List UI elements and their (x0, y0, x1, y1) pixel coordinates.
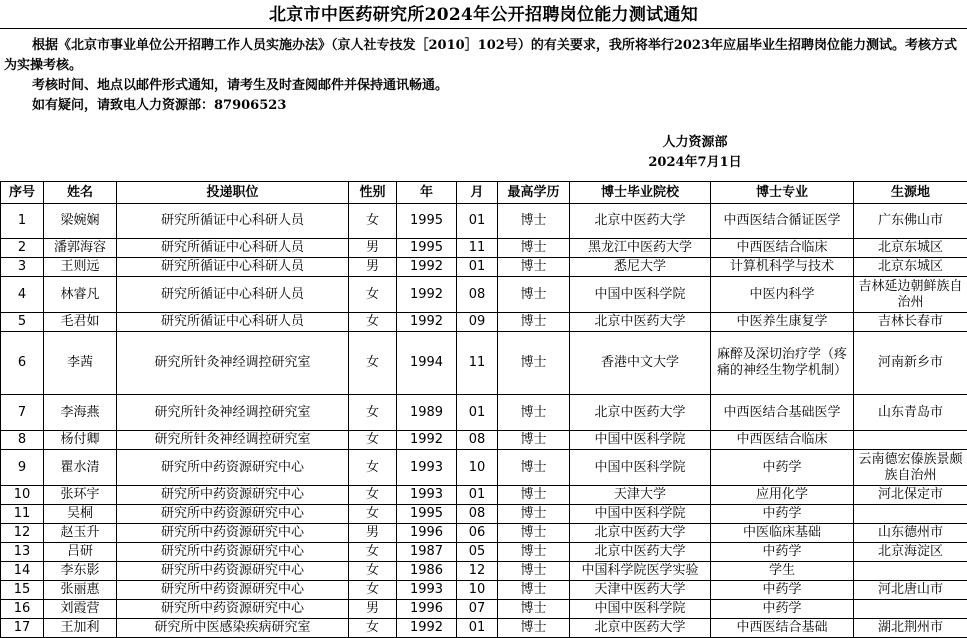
cell-month: 01 (457, 486, 498, 505)
cell-position: 研究所中医感染疾病研究室 (117, 619, 349, 638)
table-row (1, 239, 967, 258)
cell-seq: 2 (1, 239, 44, 258)
cell-year: 1993 (397, 581, 457, 600)
cell-origin: 山东德州市 (854, 524, 967, 543)
signature-dept: 人力资源部 (662, 135, 728, 150)
notice-paragraph-1: 根据《北京市事业单位公开招聘工作人员实施办法》（京人社专技发［2010］102号）的有关要求，我所将举行2023年应届毕业生招聘岗位能力测试。考核方式为实操考核。 (4, 38, 958, 73)
cell-major: 中药学 (711, 505, 854, 524)
table-row (1, 277, 967, 313)
cell-gender: 女 (349, 505, 397, 524)
cell-year: 1992 (397, 258, 457, 277)
table-row (1, 619, 967, 638)
cell-degree: 博士 (498, 239, 570, 258)
cell-degree: 博士 (498, 313, 570, 332)
cell-origin: 河北唐山市 (854, 581, 967, 600)
cell-degree: 博士 (498, 332, 570, 395)
cell-month: 10 (457, 450, 498, 486)
cell-degree: 博士 (498, 619, 570, 638)
table-row (1, 581, 967, 600)
cell-major: 中医内科学 (711, 277, 854, 313)
cell-school: 香港中文大学 (570, 332, 711, 395)
cell-name: 吴桐 (44, 505, 117, 524)
cell-position: 研究所中药资源研究中心 (117, 524, 349, 543)
cell-year: 1994 (397, 332, 457, 395)
cell-year: 1993 (397, 486, 457, 505)
header-origin: 生源地 (854, 182, 967, 204)
notice-paragraph-3: 如有疑问，请致电人力资源部：87906523 (32, 98, 287, 113)
cell-position: 研究所中药资源研究中心 (117, 486, 349, 505)
cell-position: 研究所循证中心科研人员 (117, 204, 349, 239)
cell-seq: 14 (1, 562, 44, 581)
cell-position: 研究所针灸神经调控研究室 (117, 431, 349, 450)
header-major: 博士专业 (711, 182, 854, 204)
cell-position: 研究所中药资源研究中心 (117, 581, 349, 600)
cell-origin (854, 600, 967, 619)
cell-position: 研究所循证中心科研人员 (117, 239, 349, 258)
header-seq: 序号 (1, 182, 44, 204)
cell-name: 梁婉娴 (44, 204, 117, 239)
cell-position: 研究所循证中心科研人员 (117, 258, 349, 277)
cell-seq: 4 (1, 277, 44, 313)
cell-seq: 10 (1, 486, 44, 505)
table-row (1, 395, 967, 431)
cell-major: 麻醉及深切治疗学（疼痛的神经生物学机制） (711, 332, 854, 395)
cell-name: 王加利 (44, 619, 117, 638)
cell-school: 中国中医科学院 (570, 277, 711, 313)
signature-block (600, 133, 790, 173)
cell-school: 中国中医科学院 (570, 450, 711, 486)
cell-major: 中药学 (711, 581, 854, 600)
header-school: 博士毕业院校 (570, 182, 711, 204)
cell-school: 北京中医药大学 (570, 204, 711, 239)
cell-name: 张环宇 (44, 486, 117, 505)
cell-gender: 女 (349, 277, 397, 313)
cell-origin: 吉林延边朝鲜族自治州 (854, 277, 967, 313)
cell-name: 吕研 (44, 543, 117, 562)
cell-month: 08 (457, 277, 498, 313)
table-row (1, 486, 967, 505)
table-row (1, 524, 967, 543)
cell-month: 01 (457, 204, 498, 239)
cell-month: 01 (457, 258, 498, 277)
cell-gender: 女 (349, 486, 397, 505)
cell-gender: 男 (349, 600, 397, 619)
cell-degree: 博士 (498, 431, 570, 450)
cell-major: 中西医结合临床 (711, 239, 854, 258)
cell-gender: 男 (349, 524, 397, 543)
cell-position: 研究所中药资源研究中心 (117, 543, 349, 562)
cell-name: 毛君如 (44, 313, 117, 332)
cell-name: 潘郭海容 (44, 239, 117, 258)
cell-major: 中药学 (711, 600, 854, 619)
cell-year: 1987 (397, 543, 457, 562)
cell-gender: 女 (349, 431, 397, 450)
cell-month: 01 (457, 619, 498, 638)
cell-year: 1996 (397, 600, 457, 619)
cell-origin (854, 562, 967, 581)
cell-gender: 女 (349, 395, 397, 431)
cell-year: 1989 (397, 395, 457, 431)
cell-month: 11 (457, 332, 498, 395)
cell-origin: 湖北荆州市 (854, 619, 967, 638)
cell-year: 1995 (397, 239, 457, 258)
cell-origin: 河北保定市 (854, 486, 967, 505)
cell-name: 杨付卿 (44, 431, 117, 450)
cell-major: 中医临床基础 (711, 524, 854, 543)
cell-school: 中国中医科学院 (570, 431, 711, 450)
cell-school: 中国中医科学院 (570, 600, 711, 619)
cell-school: 北京中医药大学 (570, 524, 711, 543)
cell-seq: 16 (1, 600, 44, 619)
cell-seq: 17 (1, 619, 44, 638)
cell-year: 1995 (397, 204, 457, 239)
cell-position: 研究所中药资源研究中心 (117, 450, 349, 486)
header-degree: 最高学历 (498, 182, 570, 204)
cell-origin: 河南新乡市 (854, 332, 967, 395)
cell-major: 应用化学 (711, 486, 854, 505)
table-row (1, 431, 967, 450)
cell-name: 李茜 (44, 332, 117, 395)
cell-name: 赵玉升 (44, 524, 117, 543)
cell-name: 刘霞营 (44, 600, 117, 619)
cell-school: 中国科学院医学实验 (570, 562, 711, 581)
cell-major: 中西医结合临床 (711, 431, 854, 450)
cell-year: 1992 (397, 619, 457, 638)
cell-degree: 博士 (498, 581, 570, 600)
cell-degree: 博士 (498, 258, 570, 277)
cell-seq: 7 (1, 395, 44, 431)
cell-position: 研究所针灸神经调控研究室 (117, 332, 349, 395)
cell-origin: 山东青岛市 (854, 395, 967, 431)
cell-seq: 3 (1, 258, 44, 277)
cell-school: 天津中医药大学 (570, 581, 711, 600)
cell-major: 中药学 (711, 543, 854, 562)
cell-year: 1986 (397, 562, 457, 581)
cell-origin (854, 505, 967, 524)
cell-gender: 女 (349, 581, 397, 600)
cell-month: 09 (457, 313, 498, 332)
cell-gender: 男 (349, 239, 397, 258)
cell-origin: 云南德宏傣族景颇族自治州 (854, 450, 967, 486)
cell-seq: 11 (1, 505, 44, 524)
cell-degree: 博士 (498, 277, 570, 313)
cell-month: 08 (457, 505, 498, 524)
table-row (1, 562, 967, 581)
cell-degree: 博士 (498, 505, 570, 524)
cell-position: 研究所中药资源研究中心 (117, 505, 349, 524)
cell-degree: 博士 (498, 204, 570, 239)
table-row (1, 313, 967, 332)
cell-position: 研究所循证中心科研人员 (117, 277, 349, 313)
header-month: 月 (457, 182, 498, 204)
cell-seq: 9 (1, 450, 44, 486)
cell-major: 计算机科学与技术 (711, 258, 854, 277)
cell-degree: 博士 (498, 395, 570, 431)
cell-gender: 男 (349, 258, 397, 277)
cell-year: 1992 (397, 313, 457, 332)
cell-degree: 博士 (498, 543, 570, 562)
cell-seq: 6 (1, 332, 44, 395)
cell-degree: 博士 (498, 524, 570, 543)
cell-position: 研究所循证中心科研人员 (117, 313, 349, 332)
cell-year: 1996 (397, 524, 457, 543)
cell-major: 中西医结合基础医学 (711, 395, 854, 431)
cell-seq: 5 (1, 313, 44, 332)
cell-school: 北京中医药大学 (570, 543, 711, 562)
cell-seq: 13 (1, 543, 44, 562)
cell-origin (854, 431, 967, 450)
candidate-table (0, 181, 967, 638)
header-position: 投递职位 (117, 182, 349, 204)
cell-name: 王则远 (44, 258, 117, 277)
cell-gender: 女 (349, 332, 397, 395)
cell-position: 研究所针灸神经调控研究室 (117, 395, 349, 431)
cell-origin: 吉林长春市 (854, 313, 967, 332)
cell-year: 1992 (397, 277, 457, 313)
cell-position: 研究所中药资源研究中心 (117, 562, 349, 581)
cell-school: 黑龙江中医药大学 (570, 239, 711, 258)
cell-year: 1995 (397, 505, 457, 524)
cell-month: 12 (457, 562, 498, 581)
table-row (1, 258, 967, 277)
cell-school: 悉尼大学 (570, 258, 711, 277)
cell-gender: 女 (349, 562, 397, 581)
cell-degree: 博士 (498, 562, 570, 581)
table-row (1, 505, 967, 524)
table-row (1, 204, 967, 239)
cell-school: 天津大学 (570, 486, 711, 505)
cell-seq: 12 (1, 524, 44, 543)
cell-origin: 广东佛山市 (854, 204, 967, 239)
cell-seq: 15 (1, 581, 44, 600)
cell-major: 中西医结合基础 (711, 619, 854, 638)
cell-month: 10 (457, 581, 498, 600)
cell-school: 北京中医药大学 (570, 313, 711, 332)
cell-degree: 博士 (498, 486, 570, 505)
cell-month: 07 (457, 600, 498, 619)
cell-year: 1993 (397, 450, 457, 486)
table-row (1, 450, 967, 486)
cell-degree: 博士 (498, 600, 570, 619)
table-row (1, 600, 967, 619)
page-title: 北京市中医药研究所2024年公开招聘岗位能力测试通知 (0, 2, 967, 29)
cell-name: 李东影 (44, 562, 117, 581)
cell-month: 05 (457, 543, 498, 562)
cell-month: 11 (457, 239, 498, 258)
cell-major: 中药学 (711, 450, 854, 486)
cell-name: 林睿凡 (44, 277, 117, 313)
cell-school: 北京中医药大学 (570, 619, 711, 638)
cell-month: 06 (457, 524, 498, 543)
cell-gender: 女 (349, 619, 397, 638)
cell-origin: 北京海淀区 (854, 543, 967, 562)
cell-gender: 女 (349, 204, 397, 239)
cell-school: 北京中医药大学 (570, 395, 711, 431)
cell-origin: 北京东城区 (854, 258, 967, 277)
cell-month: 01 (457, 395, 498, 431)
cell-gender: 女 (349, 313, 397, 332)
table-header-row (1, 182, 967, 204)
cell-name: 瞿水清 (44, 450, 117, 486)
table-row (1, 543, 967, 562)
cell-gender: 女 (349, 543, 397, 562)
header-gender: 性别 (349, 182, 397, 204)
cell-month: 08 (457, 431, 498, 450)
cell-year: 1992 (397, 431, 457, 450)
header-name: 姓名 (44, 182, 117, 204)
header-year: 年 (397, 182, 457, 204)
table-row (1, 332, 967, 395)
cell-degree: 博士 (498, 450, 570, 486)
notice-paragraph-2: 考核时间、地点以邮件形式通知，请考生及时查阅邮件并保持通讯畅通。 (32, 78, 449, 93)
cell-school: 中国中医科学院 (570, 505, 711, 524)
cell-major: 学生 (711, 562, 854, 581)
cell-name: 李海燕 (44, 395, 117, 431)
cell-major: 中西医结合循证医学 (711, 204, 854, 239)
cell-major: 中医养生康复学 (711, 313, 854, 332)
cell-seq: 1 (1, 204, 44, 239)
cell-origin: 北京东城区 (854, 239, 967, 258)
notice-body (4, 36, 962, 116)
cell-gender: 女 (349, 450, 397, 486)
cell-seq: 8 (1, 431, 44, 450)
signature-date: 2024年7月1日 (648, 155, 742, 170)
cell-position: 研究所中药资源研究中心 (117, 600, 349, 619)
cell-name: 张丽惠 (44, 581, 117, 600)
